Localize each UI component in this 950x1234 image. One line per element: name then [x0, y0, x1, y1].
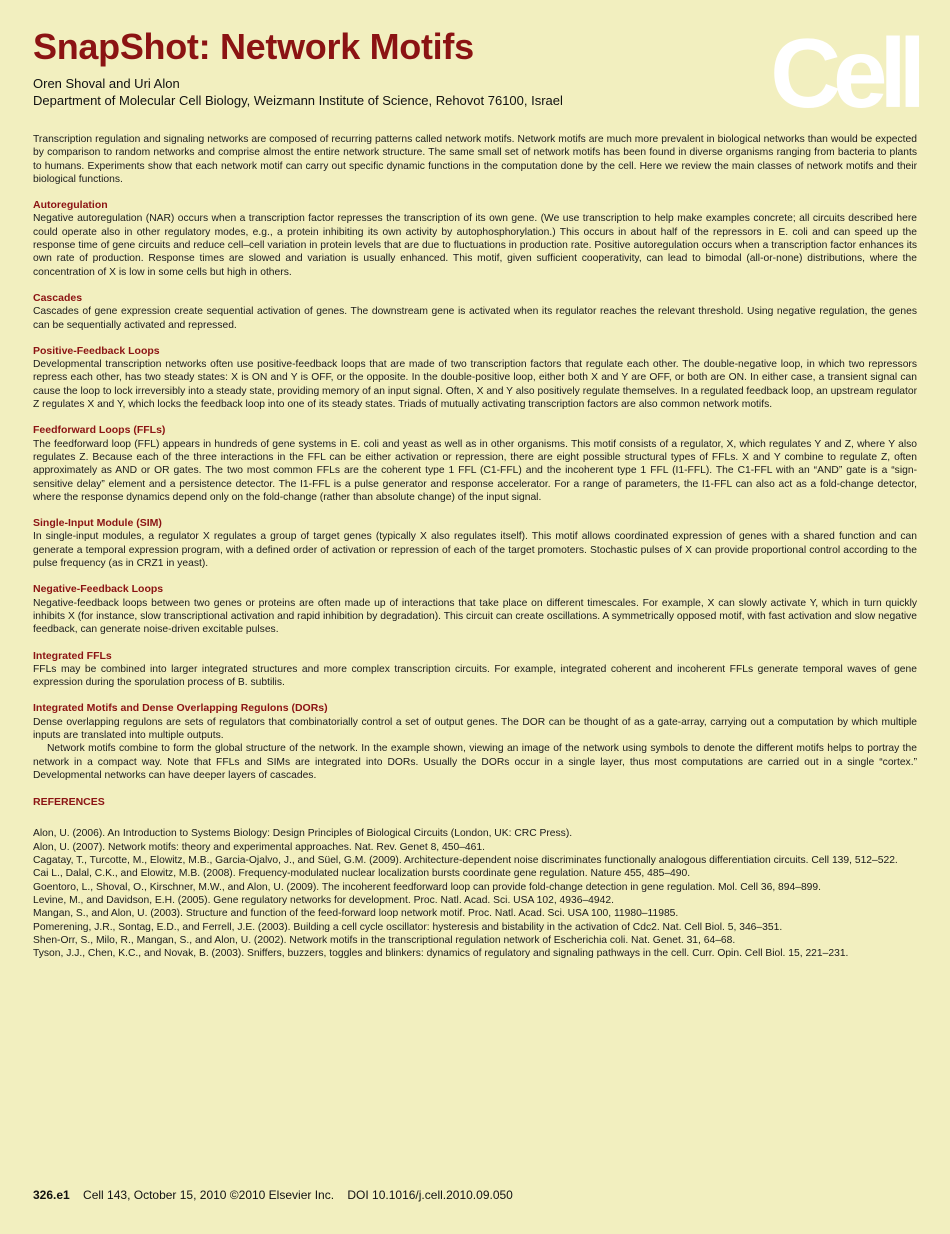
page-title: SnapShot: Network Motifs — [33, 26, 474, 67]
section-autoregulation — [33, 199, 917, 279]
reference-item: Pomerening, J.R., Sontag, E.D., and Ferrell, J.E. (2003). Building a cell cycle oscillator: hysteresis and bistability in the activation of Cdc2. Nat. Cell Biol. 5, 346–351. — [33, 921, 783, 933]
section-body: Negative-feedback loops between two genes or proteins are often made up of interactions that take place on different timescales. For example, X can slowly activate Y, which in turn quickly inhibits X (for instance, slow transcriptional activation and rapid inhibition by degradation). This circuit can create oscillations. A symmetrically opposed motif, with fast activation and slow negative feedback, can generate noise-driven excitable pulses. — [33, 597, 917, 636]
authors: Oren Shoval and Uri Alon — [33, 76, 180, 91]
reference-item: Cagatay, T., Turcotte, M., Elowitz, M.B., Garcia-Ojalvo, J., and Süel, G.M. (2009). Architecture-dependent noise discriminates functionally analogous differentiation circuits. Cell 139, 512–522. — [33, 855, 898, 867]
section-body: Negative autoregulation (NAR) occurs when a transcription factor represses the transcription of its own gene. (We use transcription to help make examples concrete; all circuits described here could operate also in other regulatory modes, e.g., a protein inhibiting its own activity by autophosphorylation.) This occurs in about half of the repressors in E. coli and can speed up the response time of gene circuits and reduce cell–cell variation in protein levels that are due to fluctuations in production rate. Positive autoregulation occurs when a transcription factor enhances its own rate of production. Response times are slowed and variation is usually enhanced. This motif, given sufficient cooperativity, can lead to bimodal (all-or-none) distributions, where the concentration of X is low in some cells but high in others. — [33, 213, 917, 278]
cell-logo: Cell — [770, 18, 918, 128]
section-heading: Single-Input Module (SIM) — [33, 517, 162, 530]
reference-item: Alon, U. (2007). Network motifs: theory and experimental approaches. Nat. Rev. Genet 8, 450–461. — [33, 841, 485, 853]
section-heading: Integrated Motifs and Dense Overlapping Regulons (DORs) — [33, 702, 328, 715]
section-negative-feedback — [33, 583, 917, 636]
section-cascades — [33, 292, 917, 332]
author-block — [33, 75, 563, 109]
section-body: Dense overlapping regulons are sets of regulators that combinatorially control a set of output genes. The DOR can be thought of as a gate-array, carrying out a computation by which multiple inputs are translated into multiple outputs. — [33, 716, 917, 741]
page-footer — [33, 1188, 523, 1202]
reference-item: Levine, M., and Davidson, E.H. (2005). Gene regulatory networks for development. Proc. Natl. Acad. Sci. USA 102, 4936–4942. — [33, 894, 614, 906]
reference-item: Alon, U. (2006). An Introduction to Systems Biology: Design Principles of Biological Circuits (London, UK: CRC Press). — [33, 828, 573, 840]
references-heading: REFERENCES — [33, 796, 105, 809]
reference-list — [33, 827, 917, 960]
section-dors — [33, 702, 917, 782]
reference-item: Shen-Orr, S., Milo, R., Mangan, S., and Alon, U. (2002). Network motifs in the transcriptional regulation network of Escherichia coli. Nat. Genet. 31, 64–68. — [33, 934, 736, 946]
section-positive-feedback — [33, 345, 917, 411]
section-heading: Integrated FFLs — [33, 649, 112, 662]
section-heading: Autoregulation — [33, 199, 108, 212]
journal-citation: Cell 143, October 15, 2010 ©2010 Elsevier Inc. — [83, 1188, 335, 1202]
page-number: 326.e1 — [33, 1188, 70, 1202]
section-sim — [33, 517, 917, 570]
section-body: In single-input modules, a regulator X regulates a group of target genes (typically X also regulates itself). This motif allows coordinated expression of genes with a shared function and can generate a temporal expression program, with a defined order of activation or repression of each of the target promoters. Stochastic pulses of X can provide proportional control according to the pulse frequency (as in CRZ1 in yeast). — [33, 531, 917, 570]
section-integrated-ffls — [33, 650, 917, 690]
intro-paragraph: Transcription regulation and signaling networks are composed of recurring patterns called network motifs. Network motifs are much more prevalent in biological networks than would be expected by comparison to random networks and comprise almost the entire network structure. The same small set of network motifs has been found in diverse organisms ranging from bacteria to plants to humans. Experiments show that each network motif can carry out specific dynamic functions in the computation done by the cell. Here we review the main classes of network motifs and their biological functions. — [33, 134, 917, 185]
reference-item: Mangan, S., and Alon, U. (2003). Structure and function of the feed-forward loop network motif. Proc. Natl. Acad. Sci. USA 100, 11980–11985. — [33, 908, 679, 920]
reference-item: Cai L., Dalal, C.K., and Elowitz, M.B. (2008). Frequency-modulated nuclear localization bursts coordinate gene regulation. Nature 455, 485–490. — [33, 868, 691, 880]
doi: DOI 10.1016/j.cell.2010.09.050 — [347, 1188, 513, 1202]
section-body: Developmental transcription networks often use positive-feedback loops that are made of two transcription factors that regulate each other. The double-negative loop, in which two repressors repress each other, has two steady states: X is ON and Y is OFF, or the opposite. In the double-positive loop, either both X and Y are OFF, or both are ON. In either case, a transient signal can cause the loop to lock irreversibly into a steady state, providing memory of an input signal. Often, X and Y also positively regulate themselves. In a regulated feedback loop, an upstream regulator Z regulates X and Y, which locks the feedback loop into one of its steady states. Triads of mutually activating transcription factors are also common network motifs. — [33, 359, 917, 411]
affiliation: Department of Molecular Cell Biology, Weizmann Institute of Science, Rehovot 76100, Israel — [33, 93, 563, 108]
section-ffl — [33, 424, 917, 504]
section-heading: Feedforward Loops (FFLs) — [33, 424, 166, 437]
section-body: Network motifs combine to form the global structure of the network. In the example shown, viewing an image of the network using symbols to denote the different motifs helps to portray the network in a compact way. Note that FFLs and SIMs are integrated into DORs. Usually the DORs occur in a single layer, thus most computations are carried out in a single “cortex.” Developmental networks can have deeper layers of cascades. — [33, 743, 917, 781]
article-body — [33, 133, 917, 960]
section-body: The feedforward loop (FFL) appears in hundreds of gene systems in E. coli and yeast as well as in other organisms. This motif consists of a regulator, X, which regulates Y and Z, where Y also regulates Z. Because each of the three interactions in the FFL can be either activation or repression, there are eight possible structural types of FFLs. X and Y combine to regulate Z, often approximately as AND or OR gates. The two most common FFLs are the coherent type 1 FFL (C1-FFL) and the incoherent type 1 FFL (I1-FFL). The C1-FFL with an “AND” gate is a “sign-sensitive delay” element and a persistence detector. The I1-FFL is a pulse generator and response accelerator. For a range of parameters, the I1-FFL can also act as a fold-change detector, where the response dynamics depend only on the fold-change (rather than absolute change) of the input signal. — [33, 438, 917, 503]
section-body: FFLs may be combined into larger integrated structures and more complex transcription circuits. For example, integrated coherent and incoherent FFLs generate temporal waves of gene expression during the sporulation process of B. subtilis. — [33, 663, 917, 689]
section-heading: Cascades — [33, 291, 83, 304]
reference-item: Tyson, J.J., Chen, K.C., and Novak, B. (2003). Sniffers, buzzers, toggles and blinkers: dynamics of regulatory and signaling pathways in the cell. Curr. Opin. Cell Biol. 15, 221–231. — [33, 948, 849, 960]
section-heading: Negative-Feedback Loops — [33, 583, 164, 596]
section-body: Cascades of gene expression create sequential activation of genes. The downstream gene is activated when its regulator reaches the relevant threshold. Using negative regulation, the genes can be sequentially activated and repressed. — [33, 306, 917, 331]
reference-item: Goentoro, L., Shoval, O., Kirschner, M.W., and Alon, U. (2009). The incoherent feedforward loop can provide fold-change detection in gene regulation. Mol. Cell 36, 894–899. — [33, 881, 821, 893]
section-heading: Positive-Feedback Loops — [33, 344, 160, 357]
